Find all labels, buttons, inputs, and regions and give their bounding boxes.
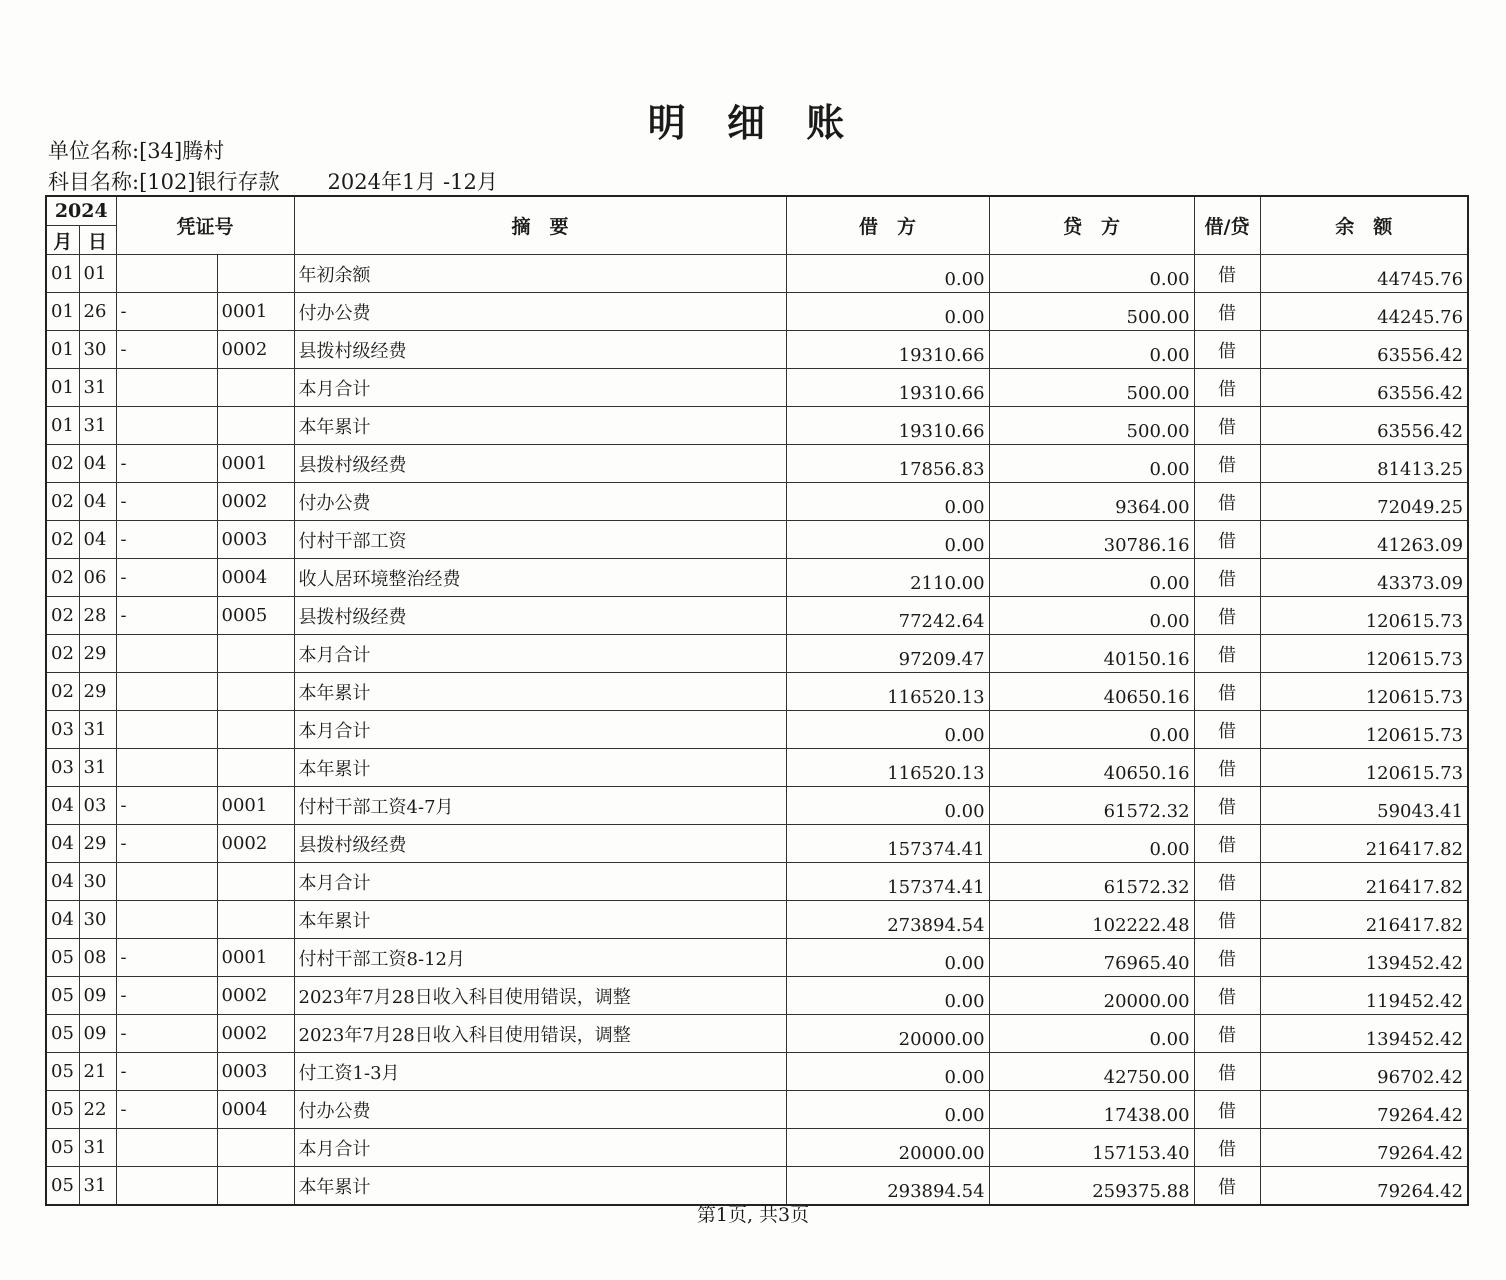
debit-cell: 19310.66 bbox=[786, 331, 989, 369]
day-cell: 30 bbox=[79, 863, 116, 901]
credit-cell: 500.00 bbox=[989, 407, 1194, 445]
direction-cell: 借 bbox=[1194, 1129, 1260, 1167]
credit-cell: 76965.40 bbox=[989, 939, 1194, 977]
credit-cell: 40650.16 bbox=[989, 749, 1194, 787]
voucher-type-cell: - bbox=[116, 331, 217, 369]
summary-cell: 付村干部工资 bbox=[294, 521, 786, 559]
voucher-number-cell: 0005 bbox=[217, 597, 294, 635]
voucher-type-cell: - bbox=[116, 521, 217, 559]
table-row bbox=[46, 1053, 1468, 1091]
credit-cell: 30786.16 bbox=[989, 521, 1194, 559]
voucher-number-cell: 0002 bbox=[217, 1015, 294, 1053]
debit-cell: 273894.54 bbox=[786, 901, 989, 939]
month-cell: 04 bbox=[46, 787, 79, 825]
summary-cell: 本月合计 bbox=[294, 1129, 786, 1167]
credit-cell: 500.00 bbox=[989, 293, 1194, 331]
debit-cell: 97209.47 bbox=[786, 635, 989, 673]
debit-cell: 0.00 bbox=[786, 787, 989, 825]
voucher-number-cell bbox=[217, 255, 294, 293]
direction-cell: 借 bbox=[1194, 1015, 1260, 1053]
credit-cell: 0.00 bbox=[989, 331, 1194, 369]
day-cell: 29 bbox=[79, 825, 116, 863]
voucher-number-cell: 0002 bbox=[217, 331, 294, 369]
summary-cell: 付村干部工资8-12月 bbox=[294, 939, 786, 977]
debit-cell: 19310.66 bbox=[786, 407, 989, 445]
header-summary: 摘 要 bbox=[294, 196, 786, 255]
balance-cell: 216417.82 bbox=[1260, 863, 1468, 901]
balance-cell: 139452.42 bbox=[1260, 1015, 1468, 1053]
day-cell: 31 bbox=[79, 749, 116, 787]
direction-cell: 借 bbox=[1194, 863, 1260, 901]
month-cell: 03 bbox=[46, 749, 79, 787]
credit-cell: 0.00 bbox=[989, 597, 1194, 635]
month-cell: 02 bbox=[46, 673, 79, 711]
table-row bbox=[46, 445, 1468, 483]
day-cell: 31 bbox=[79, 407, 116, 445]
debit-cell: 2110.00 bbox=[786, 559, 989, 597]
ledger-body bbox=[46, 255, 1468, 1206]
day-cell: 21 bbox=[79, 1053, 116, 1091]
month-cell: 05 bbox=[46, 1129, 79, 1167]
unit-name: 单位名称:[34]腾村 bbox=[48, 139, 225, 163]
credit-cell: 42750.00 bbox=[989, 1053, 1194, 1091]
voucher-number-cell: 0004 bbox=[217, 559, 294, 597]
month-cell: 02 bbox=[46, 559, 79, 597]
voucher-number-cell bbox=[217, 1129, 294, 1167]
direction-cell: 借 bbox=[1194, 1167, 1260, 1206]
voucher-number-cell bbox=[217, 673, 294, 711]
month-cell: 05 bbox=[46, 1015, 79, 1053]
table-row bbox=[46, 711, 1468, 749]
balance-cell: 79264.42 bbox=[1260, 1129, 1468, 1167]
summary-cell: 县拨村级经费 bbox=[294, 597, 786, 635]
voucher-number-cell bbox=[217, 711, 294, 749]
voucher-number-cell: 0003 bbox=[217, 521, 294, 559]
day-cell: 31 bbox=[79, 1129, 116, 1167]
summary-cell: 本年累计 bbox=[294, 749, 786, 787]
table-row bbox=[46, 1091, 1468, 1129]
voucher-number-cell bbox=[217, 369, 294, 407]
direction-cell: 借 bbox=[1194, 787, 1260, 825]
day-cell: 30 bbox=[79, 901, 116, 939]
table-row bbox=[46, 673, 1468, 711]
summary-cell: 本月合计 bbox=[294, 863, 786, 901]
table-row bbox=[46, 787, 1468, 825]
month-cell: 05 bbox=[46, 939, 79, 977]
balance-cell: 120615.73 bbox=[1260, 597, 1468, 635]
day-cell: 04 bbox=[79, 483, 116, 521]
voucher-type-cell: - bbox=[116, 597, 217, 635]
direction-cell: 借 bbox=[1194, 673, 1260, 711]
day-cell: 22 bbox=[79, 1091, 116, 1129]
day-cell: 31 bbox=[79, 369, 116, 407]
debit-cell: 0.00 bbox=[786, 521, 989, 559]
balance-cell: 216417.82 bbox=[1260, 825, 1468, 863]
day-cell: 08 bbox=[79, 939, 116, 977]
balance-cell: 216417.82 bbox=[1260, 901, 1468, 939]
voucher-type-cell bbox=[116, 255, 217, 293]
direction-cell: 借 bbox=[1194, 635, 1260, 673]
voucher-type-cell: - bbox=[116, 787, 217, 825]
month-cell: 01 bbox=[46, 407, 79, 445]
period-range: 2024年1月 -12月 bbox=[327, 170, 498, 194]
voucher-type-cell: - bbox=[116, 483, 217, 521]
debit-cell: 0.00 bbox=[786, 1091, 989, 1129]
summary-cell: 收人居环境整治经费 bbox=[294, 559, 786, 597]
voucher-number-cell: 0001 bbox=[217, 445, 294, 483]
month-cell: 05 bbox=[46, 1053, 79, 1091]
debit-cell: 0.00 bbox=[786, 293, 989, 331]
debit-cell: 19310.66 bbox=[786, 369, 989, 407]
voucher-number-cell: 0001 bbox=[217, 293, 294, 331]
voucher-type-cell: - bbox=[116, 293, 217, 331]
balance-cell: 43373.09 bbox=[1260, 559, 1468, 597]
direction-cell: 借 bbox=[1194, 483, 1260, 521]
balance-cell: 120615.73 bbox=[1260, 673, 1468, 711]
direction-cell: 借 bbox=[1194, 293, 1260, 331]
balance-cell: 79264.42 bbox=[1260, 1167, 1468, 1206]
debit-cell: 116520.13 bbox=[786, 749, 989, 787]
balance-cell: 81413.25 bbox=[1260, 445, 1468, 483]
credit-cell: 500.00 bbox=[989, 369, 1194, 407]
table-row bbox=[46, 559, 1468, 597]
direction-cell: 借 bbox=[1194, 939, 1260, 977]
voucher-type-cell: - bbox=[116, 977, 217, 1015]
table-row bbox=[46, 863, 1468, 901]
voucher-type-cell bbox=[116, 635, 217, 673]
summary-cell: 县拨村级经费 bbox=[294, 445, 786, 483]
debit-cell: 0.00 bbox=[786, 483, 989, 521]
table-row bbox=[46, 483, 1468, 521]
table-row bbox=[46, 825, 1468, 863]
day-cell: 04 bbox=[79, 445, 116, 483]
voucher-number-cell: 0001 bbox=[217, 787, 294, 825]
month-cell: 05 bbox=[46, 1167, 79, 1206]
table-row bbox=[46, 597, 1468, 635]
table-row bbox=[46, 1015, 1468, 1053]
direction-cell: 借 bbox=[1194, 825, 1260, 863]
summary-cell: 本月合计 bbox=[294, 369, 786, 407]
day-cell: 30 bbox=[79, 331, 116, 369]
day-cell: 04 bbox=[79, 521, 116, 559]
debit-cell: 20000.00 bbox=[786, 1129, 989, 1167]
summary-cell: 2023年7月28日收入科目使用错误，调整 bbox=[294, 977, 786, 1015]
header-debit: 借 方 bbox=[786, 196, 989, 255]
direction-cell: 借 bbox=[1194, 977, 1260, 1015]
page-title: 明 细 账 bbox=[647, 100, 859, 145]
summary-cell: 县拨村级经费 bbox=[294, 331, 786, 369]
month-cell: 02 bbox=[46, 597, 79, 635]
voucher-type-cell: - bbox=[116, 1091, 217, 1129]
month-cell: 04 bbox=[46, 863, 79, 901]
voucher-type-cell: - bbox=[116, 559, 217, 597]
debit-cell: 293894.54 bbox=[786, 1167, 989, 1206]
month-cell: 02 bbox=[46, 483, 79, 521]
voucher-number-cell: 0004 bbox=[217, 1091, 294, 1129]
table-row bbox=[46, 901, 1468, 939]
voucher-type-cell: - bbox=[116, 445, 217, 483]
table-row bbox=[46, 255, 1468, 293]
credit-cell: 0.00 bbox=[989, 711, 1194, 749]
voucher-type-cell bbox=[116, 863, 217, 901]
voucher-number-cell: 0002 bbox=[217, 483, 294, 521]
voucher-type-cell bbox=[116, 1129, 217, 1167]
month-cell: 01 bbox=[46, 331, 79, 369]
debit-cell: 0.00 bbox=[786, 1053, 989, 1091]
direction-cell: 借 bbox=[1194, 559, 1260, 597]
credit-cell: 61572.32 bbox=[989, 787, 1194, 825]
credit-cell: 40650.16 bbox=[989, 673, 1194, 711]
credit-cell: 102222.48 bbox=[989, 901, 1194, 939]
day-cell: 09 bbox=[79, 1015, 116, 1053]
summary-cell: 付办公费 bbox=[294, 483, 786, 521]
debit-cell: 0.00 bbox=[786, 977, 989, 1015]
voucher-number-cell: 0002 bbox=[217, 825, 294, 863]
balance-cell: 41263.09 bbox=[1260, 521, 1468, 559]
day-cell: 29 bbox=[79, 635, 116, 673]
balance-cell: 79264.42 bbox=[1260, 1091, 1468, 1129]
direction-cell: 借 bbox=[1194, 331, 1260, 369]
credit-cell: 17438.00 bbox=[989, 1091, 1194, 1129]
table-row bbox=[46, 369, 1468, 407]
direction-cell: 借 bbox=[1194, 369, 1260, 407]
month-cell: 04 bbox=[46, 825, 79, 863]
table-row bbox=[46, 1129, 1468, 1167]
month-cell: 05 bbox=[46, 1091, 79, 1129]
day-cell: 31 bbox=[79, 1167, 116, 1206]
credit-cell: 0.00 bbox=[989, 445, 1194, 483]
voucher-type-cell bbox=[116, 901, 217, 939]
header-year: 2024 bbox=[46, 196, 116, 226]
table-row bbox=[46, 749, 1468, 787]
credit-cell: 20000.00 bbox=[989, 977, 1194, 1015]
subject-line bbox=[48, 166, 498, 196]
debit-cell: 0.00 bbox=[786, 939, 989, 977]
day-cell: 26 bbox=[79, 293, 116, 331]
day-cell: 01 bbox=[79, 255, 116, 293]
credit-cell: 157153.40 bbox=[989, 1129, 1194, 1167]
table-row bbox=[46, 407, 1468, 445]
month-cell: 03 bbox=[46, 711, 79, 749]
voucher-number-cell bbox=[217, 901, 294, 939]
header-voucher: 凭证号 bbox=[116, 196, 294, 255]
direction-cell: 借 bbox=[1194, 407, 1260, 445]
balance-cell: 63556.42 bbox=[1260, 369, 1468, 407]
subject-name: 科目名称:[102]银行存款 bbox=[48, 170, 280, 194]
voucher-type-cell bbox=[116, 749, 217, 787]
day-cell: 31 bbox=[79, 711, 116, 749]
voucher-number-cell bbox=[217, 635, 294, 673]
voucher-type-cell bbox=[116, 673, 217, 711]
credit-cell: 259375.88 bbox=[989, 1167, 1194, 1206]
summary-cell: 付办公费 bbox=[294, 293, 786, 331]
table-row bbox=[46, 977, 1468, 1015]
voucher-type-cell: - bbox=[116, 939, 217, 977]
summary-cell: 县拨村级经费 bbox=[294, 825, 786, 863]
credit-cell: 0.00 bbox=[989, 255, 1194, 293]
table-row bbox=[46, 293, 1468, 331]
balance-cell: 59043.41 bbox=[1260, 787, 1468, 825]
header-day: 日 bbox=[79, 226, 116, 255]
direction-cell: 借 bbox=[1194, 901, 1260, 939]
ledger-table bbox=[45, 195, 1469, 1206]
direction-cell: 借 bbox=[1194, 1053, 1260, 1091]
debit-cell: 157374.41 bbox=[786, 863, 989, 901]
summary-cell: 本年累计 bbox=[294, 901, 786, 939]
summary-cell: 年初余额 bbox=[294, 255, 786, 293]
voucher-number-cell bbox=[217, 863, 294, 901]
debit-cell: 77242.64 bbox=[786, 597, 989, 635]
month-cell: 04 bbox=[46, 901, 79, 939]
balance-cell: 63556.42 bbox=[1260, 331, 1468, 369]
voucher-number-cell: 0001 bbox=[217, 939, 294, 977]
balance-cell: 120615.73 bbox=[1260, 635, 1468, 673]
direction-cell: 借 bbox=[1194, 1091, 1260, 1129]
direction-cell: 借 bbox=[1194, 521, 1260, 559]
credit-cell: 40150.16 bbox=[989, 635, 1194, 673]
summary-cell: 付办公费 bbox=[294, 1091, 786, 1129]
credit-cell: 9364.00 bbox=[989, 483, 1194, 521]
day-cell: 03 bbox=[79, 787, 116, 825]
direction-cell: 借 bbox=[1194, 749, 1260, 787]
header-balance: 余 额 bbox=[1260, 196, 1468, 255]
table-row bbox=[46, 331, 1468, 369]
page-footer: 第1页, 共3页 bbox=[696, 1204, 810, 1226]
header-credit: 贷 方 bbox=[989, 196, 1194, 255]
summary-cell: 本月合计 bbox=[294, 635, 786, 673]
credit-cell: 0.00 bbox=[989, 825, 1194, 863]
credit-cell: 0.00 bbox=[989, 559, 1194, 597]
direction-cell: 借 bbox=[1194, 445, 1260, 483]
voucher-type-cell: - bbox=[116, 825, 217, 863]
balance-cell: 63556.42 bbox=[1260, 407, 1468, 445]
voucher-number-cell: 0002 bbox=[217, 977, 294, 1015]
direction-cell: 借 bbox=[1194, 255, 1260, 293]
day-cell: 29 bbox=[79, 673, 116, 711]
voucher-type-cell bbox=[116, 407, 217, 445]
debit-cell: 0.00 bbox=[786, 255, 989, 293]
direction-cell: 借 bbox=[1194, 597, 1260, 635]
balance-cell: 120615.73 bbox=[1260, 711, 1468, 749]
header-month: 月 bbox=[46, 226, 79, 255]
month-cell: 01 bbox=[46, 293, 79, 331]
voucher-number-cell bbox=[217, 407, 294, 445]
voucher-number-cell bbox=[217, 749, 294, 787]
month-cell: 02 bbox=[46, 521, 79, 559]
voucher-type-cell bbox=[116, 711, 217, 749]
credit-cell: 0.00 bbox=[989, 1015, 1194, 1053]
balance-cell: 96702.42 bbox=[1260, 1053, 1468, 1091]
voucher-number-cell: 0003 bbox=[217, 1053, 294, 1091]
month-cell: 01 bbox=[46, 255, 79, 293]
month-cell: 02 bbox=[46, 445, 79, 483]
header-direction: 借/贷 bbox=[1194, 196, 1260, 255]
voucher-type-cell: - bbox=[116, 1053, 217, 1091]
header-row-top bbox=[46, 196, 1468, 226]
table-row bbox=[46, 521, 1468, 559]
balance-cell: 120615.73 bbox=[1260, 749, 1468, 787]
day-cell: 09 bbox=[79, 977, 116, 1015]
debit-cell: 157374.41 bbox=[786, 825, 989, 863]
summary-cell: 本年累计 bbox=[294, 673, 786, 711]
debit-cell: 20000.00 bbox=[786, 1015, 989, 1053]
summary-cell: 付工资1-3月 bbox=[294, 1053, 786, 1091]
credit-cell: 61572.32 bbox=[989, 863, 1194, 901]
debit-cell: 17856.83 bbox=[786, 445, 989, 483]
month-cell: 01 bbox=[46, 369, 79, 407]
voucher-type-cell: - bbox=[116, 1015, 217, 1053]
balance-cell: 44745.76 bbox=[1260, 255, 1468, 293]
balance-cell: 139452.42 bbox=[1260, 939, 1468, 977]
month-cell: 05 bbox=[46, 977, 79, 1015]
table-row bbox=[46, 939, 1468, 977]
table-row bbox=[46, 635, 1468, 673]
balance-cell: 72049.25 bbox=[1260, 483, 1468, 521]
debit-cell: 116520.13 bbox=[786, 673, 989, 711]
debit-cell: 0.00 bbox=[786, 711, 989, 749]
voucher-type-cell bbox=[116, 369, 217, 407]
day-cell: 06 bbox=[79, 559, 116, 597]
summary-cell: 本月合计 bbox=[294, 711, 786, 749]
summary-cell: 本年累计 bbox=[294, 407, 786, 445]
day-cell: 28 bbox=[79, 597, 116, 635]
direction-cell: 借 bbox=[1194, 711, 1260, 749]
summary-cell: 付村干部工资4-7月 bbox=[294, 787, 786, 825]
balance-cell: 119452.42 bbox=[1260, 977, 1468, 1015]
summary-cell: 本年累计 bbox=[294, 1167, 786, 1206]
balance-cell: 44245.76 bbox=[1260, 293, 1468, 331]
month-cell: 02 bbox=[46, 635, 79, 673]
summary-cell: 2023年7月28日收入科目使用错误，调整 bbox=[294, 1015, 786, 1053]
